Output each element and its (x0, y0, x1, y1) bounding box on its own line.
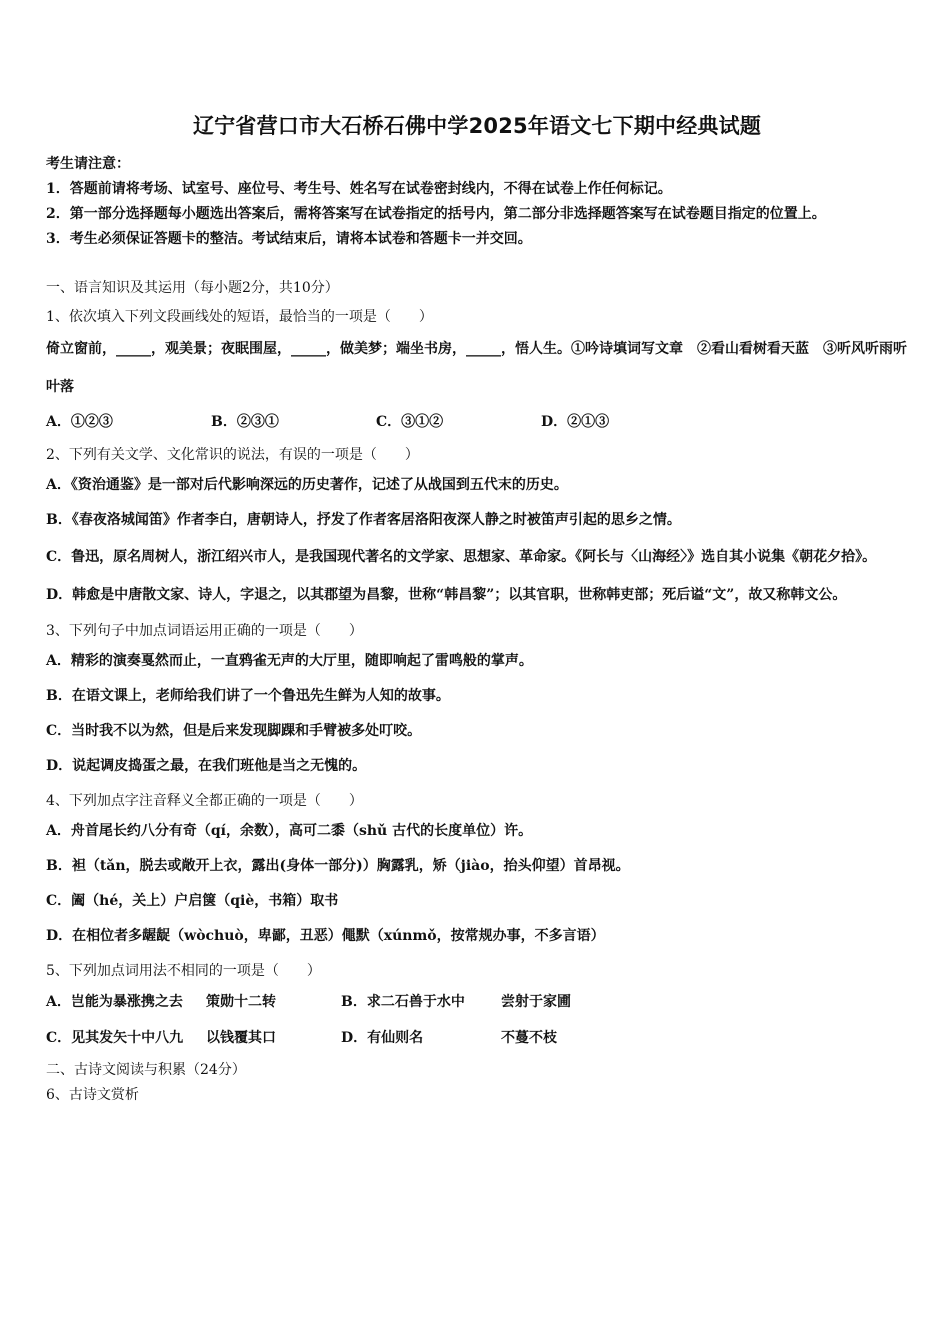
option: A．岂能为暴涨携之去 (46, 994, 183, 1010)
option: C．阖（hé，关上）户启箧（qiè，书箱）取书 (46, 893, 339, 909)
notice-item: 1．答题前请将考场、试室号、座位号、考生号、姓名写在试卷密封线内，不得在试卷上作任何标记。 (46, 181, 672, 197)
question-stem: 6、古诗文赏析 (46, 1087, 139, 1103)
section-heading: 一、语言知识及其运用（每小题2分，共10分） (46, 280, 339, 296)
option: D．在相位者多龌龊（wòchuò，卑鄙，丑恶）僶默（xúnmǒ，按常规办事，不多言语） (46, 928, 605, 944)
option: B．袒（tǎn，脱去或敞开上衣，露出(身体一部分)）胸露乳，矫（jiào，抬头仰望）首昂视。 (46, 858, 630, 874)
option-row (46, 1020, 908, 1056)
option: A．舟首尾长约八分有奇（qí，余数），高可二黍（shǔ 古代的长度单位）许。 (46, 823, 533, 839)
question-passage: 倚立窗前，_____，观美景；夜眠围屋，_____，做美梦；端坐书房，_____，悟人生。①吟诗填词写文章 ②看山看树看天蓝 ③听风听雨听叶落 (46, 341, 907, 395)
question-stem: 1、依次填入下列文段画线处的短语，最恰当的一项是（ ） (46, 309, 433, 325)
option-phrase: 以钱覆其口 (206, 1030, 276, 1046)
section-heading: 二、古诗文阅读与积累（24分） (46, 1062, 246, 1078)
option: D．韩愈是中唐散文家、诗人，字退之，以其郡望为昌黎，世称“韩昌黎”；以其官职，世称韩吏部；死后谥“文”，故又称韩文公。 (46, 587, 847, 603)
option: A．①②③ (46, 414, 113, 430)
option: B．在语文课上，老师给我们讲了一个鲁迅先生鲜为人知的故事。 (46, 688, 450, 704)
option: D．有仙则名 (341, 1030, 424, 1046)
option: C．鲁迅，原名周树人，浙江绍兴市人，是我国现代著名的文学家、思想家、革命家。《阿长与〈山海经〉》选自其小说集《朝花夕拾》。 (46, 549, 877, 565)
option-row (46, 406, 908, 438)
question-stem: 2、下列有关文学、文化常识的说法，有误的一项是（ ） (46, 447, 419, 463)
option: B．②③① (211, 414, 279, 430)
option: B．求二石兽于水中 (341, 994, 465, 1010)
option-phrase: 尝射于家圃 (501, 994, 571, 1010)
option: C．见其发矢十中八九 (46, 1030, 184, 1046)
question-stem: 3、下列句子中加点词语运用正确的一项是（ ） (46, 623, 363, 639)
question-stem: 5、下列加点词用法不相同的一项是（ ） (46, 963, 321, 979)
exam-page (46, 110, 908, 1108)
option: A．精彩的演奏戛然而止，一直鸦雀无声的大厅里，随即响起了雷鸣般的掌声。 (46, 653, 533, 669)
option: C．当时我不以为然，但是后来发现脚踝和手臂被多处叮咬。 (46, 723, 422, 739)
option: A．《资治通鉴》是一部对后代影响深远的历史著作，记述了从战国到五代末的历史。 (46, 477, 568, 493)
option-row (46, 984, 908, 1020)
notice-block (46, 152, 908, 252)
notice-heading: 考生请注意： (46, 156, 130, 172)
page-title: 辽宁省营口市大石桥石佛中学2025年语文七下期中经典试题 (192, 114, 762, 138)
option-phrase: 策勋十二转 (206, 994, 276, 1010)
option-phrase: 不蔓不枝 (501, 1030, 557, 1046)
notice-item: 3．考生必须保证答题卡的整洁。考试结束后，请将本试卷和答题卡一并交回。 (46, 231, 532, 247)
option: D．②①③ (541, 414, 610, 430)
notice-item: 2．第一部分选择题每小题选出答案后，需将答案写在试卷指定的括号内，第二部分非选择题答案写在试卷题目指定的位置上。 (46, 206, 826, 222)
option: D．说起调皮捣蛋之最，在我们班他是当之无愧的。 (46, 758, 367, 774)
option: C．③①② (376, 414, 444, 430)
option: B．《春夜洛城闻笛》作者李白，唐朝诗人，抒发了作者客居洛阳夜深人静之时被笛声引起的思乡之情。 (46, 512, 681, 528)
question-stem: 4、下列加点字注音释义全都正确的一项是（ ） (46, 793, 363, 809)
